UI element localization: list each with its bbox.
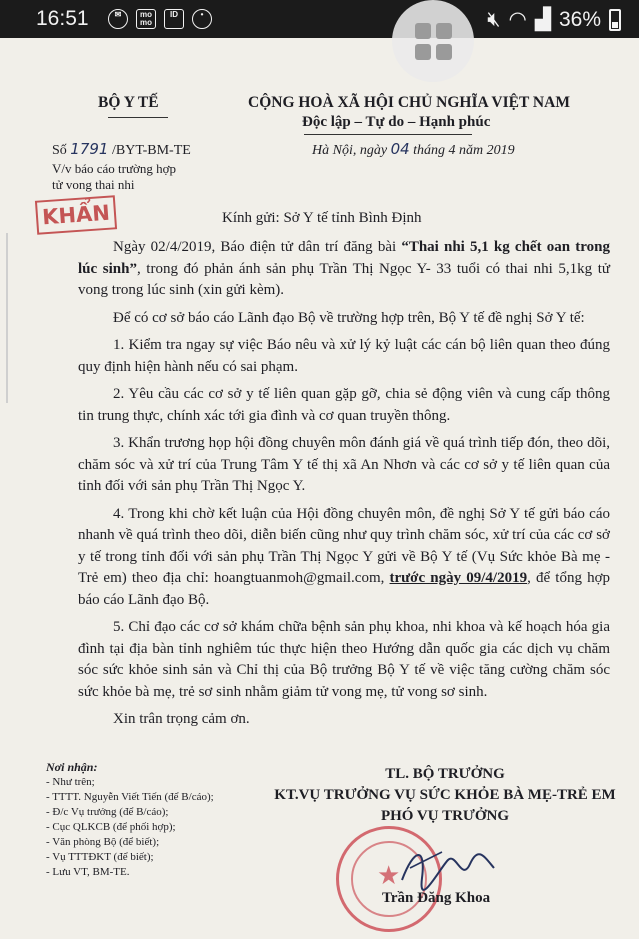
status-bar [0, 0, 639, 38]
republic-header: CỘNG HOÀ XÃ HỘI CHỦ NGHĨA VIỆT NAM [248, 94, 570, 111]
paragraph-item-3: 3. Khẩn trương họp hội đồng chuyên môn đánh giá về quá trình tiếp đón, theo dõi, chăm sóc và xử trí của Trung Tâm Y tế thị xã An Nhơn và các cơ sở y tế liên quan của tỉnh đối với sản phụ Trần Thị Ngọc Y. [78, 435, 610, 494]
list-item: - Như trên; [46, 776, 95, 788]
motto: Độc lập – Tự do – Hạnh phúc [302, 114, 491, 130]
paragraph-intro: Ngày 02/4/2019, Báo điện tử dân trí đăng bài “Thai nhi 5,1 kg chết oan trong lúc sinh”, trong đó phản ánh sản phụ Trần Thị Ngọc Y- 33 tuổi có thai nhi 5,1kg tử vong trong lúc sinh (xin gửi kèm). [78, 239, 610, 298]
momo-icon: mo mo [136, 9, 156, 29]
document-page [0, 38, 639, 939]
handwritten-signature [392, 838, 502, 898]
closing: Xin trân trọng cảm ơn. [113, 711, 250, 727]
notification-icons [108, 9, 212, 29]
recipient-line: Kính gửi: Sở Y tế tỉnh Bình Định [222, 210, 422, 226]
divider [304, 134, 472, 135]
sig-line-3: PHÓ VỤ TRƯỞNG [380, 808, 510, 824]
mute-icon: 🔇︎ [487, 7, 501, 31]
list-item: - Đ/c Vụ trưởng (để B/cáo); [46, 806, 169, 818]
battery-icon [609, 9, 621, 31]
recipients-list [46, 760, 246, 880]
paragraph-item-5: 5. Chỉ đạo các cơ sở khám chữa bệnh sản phụ khoa, nhi khoa và kế hoạch hóa gia đình tại địa bàn tỉnh nghiêm túc thực hiện theo Hướng dẫn quốc gia các dịch vụ chăm sóc sức khỏe sinh sản và Chỉ thị của Bộ trưởng Bộ Y tế về việc tăng cường chăm sóc sức khỏe bà mẹ, trẻ sơ sinh nhằm giảm tử vong mẹ, tử vong sơ sinh. [78, 619, 610, 700]
battery-percent: 36% [558, 7, 601, 31]
subject-line: V/v báo cáo trường hợp tử vong thai nhi [52, 161, 177, 192]
sig-line-2: KT.VỤ TRƯỞNG VỤ SỨC KHỎE BÀ MẸ-TRẺ EM [274, 787, 616, 803]
mail-icon: ✉ [108, 9, 128, 29]
grid-icon [436, 44, 452, 60]
clock: 16:51 [36, 7, 89, 30]
star-icon: ★ [377, 861, 401, 890]
date-suffix: tháng 4 năm 2019 [413, 143, 515, 158]
ministry-header: BỘ Y TẾ [98, 94, 159, 111]
handwritten-number: 1791 [70, 140, 109, 158]
floating-menu-button[interactable] [392, 0, 474, 82]
sig-line-1: TL. BỘ TRƯỞNG [385, 766, 505, 782]
article-title: “Thai nhi 5,1 kg chết oan trong lúc sinh” [78, 239, 610, 277]
page-edge [6, 233, 8, 403]
grid-icon [415, 44, 431, 60]
date-prefix: Hà Nội, ngày [312, 143, 388, 158]
wifi-icon: ◠ [508, 8, 527, 31]
number-prefix: Số [52, 143, 67, 158]
signal-icon: ▟ [534, 8, 551, 31]
urgent-stamp: KHẨN [35, 195, 117, 234]
paragraph-item-1: 1. Kiểm tra ngay sự việc Báo nêu và xử lý kỷ luật các cán bộ liên quan theo đúng quy định hiện hành nếu có sai phạm. [78, 337, 610, 375]
paragraph-item-4: 4. Trong khi chờ kết luận của Hội đồng chuyên môn, đề nghị Sở Y tế gửi báo cáo nhanh về quá trình theo dõi, diễn biến cũng như quy trình chăm sóc, xử trí của các cơ sở y tế trong tỉnh đối với sản phụ Trần Thị Ngọc Y gửi về Bộ Y tế (Vụ Sức khỏe Bà mẹ - Trẻ em) theo địa chỉ: hoangtuanmoh@gmail.com, trước ngày 09/4/2019, để tổng hợp báo cáo Lãnh đạo Bộ. [78, 505, 611, 608]
handwritten-day: 04 [390, 140, 410, 158]
deadline: trước ngày 09/4/2019 [389, 570, 528, 586]
id-card-icon: ID [164, 9, 184, 29]
issue-date [312, 140, 515, 159]
list-item: - Lưu VT, BM-TE. [46, 866, 130, 878]
document-number [52, 140, 191, 159]
list-item: - Cục QLKCB (để phối hợp); [46, 821, 176, 833]
system-indicators [487, 7, 621, 32]
divider [108, 117, 168, 118]
signature-block [250, 764, 639, 827]
paragraph-request: Để có cơ sở báo cáo Lãnh đạo Bộ về trường hợp trên, Bộ Y tế đề nghị Sở Y tế: [113, 309, 585, 326]
number-suffix: /BYT-BM-TE [111, 143, 191, 158]
list-item: - Văn phòng Bộ (để biết); [46, 836, 160, 848]
list-item: - TTTT. Nguyễn Viết Tiến (để B/cáo); [46, 791, 214, 803]
list-item: - Vụ TTTĐKT (để biết); [46, 851, 154, 863]
grid-icon [415, 23, 431, 39]
document-body [78, 237, 610, 737]
grid-icon [436, 23, 452, 39]
dot-icon: • [192, 9, 212, 29]
notes-heading: Nơi nhận: [46, 760, 98, 774]
signer-name: Trần Đăng Khoa [382, 890, 491, 906]
paragraph-item-2: 2. Yêu cầu các cơ sở y tế liên quan gặp gỡ, chia sẻ động viên và cung cấp thông tin trung thực, chính xác tới gia đình và cơ quan truyền thông. [78, 386, 610, 424]
